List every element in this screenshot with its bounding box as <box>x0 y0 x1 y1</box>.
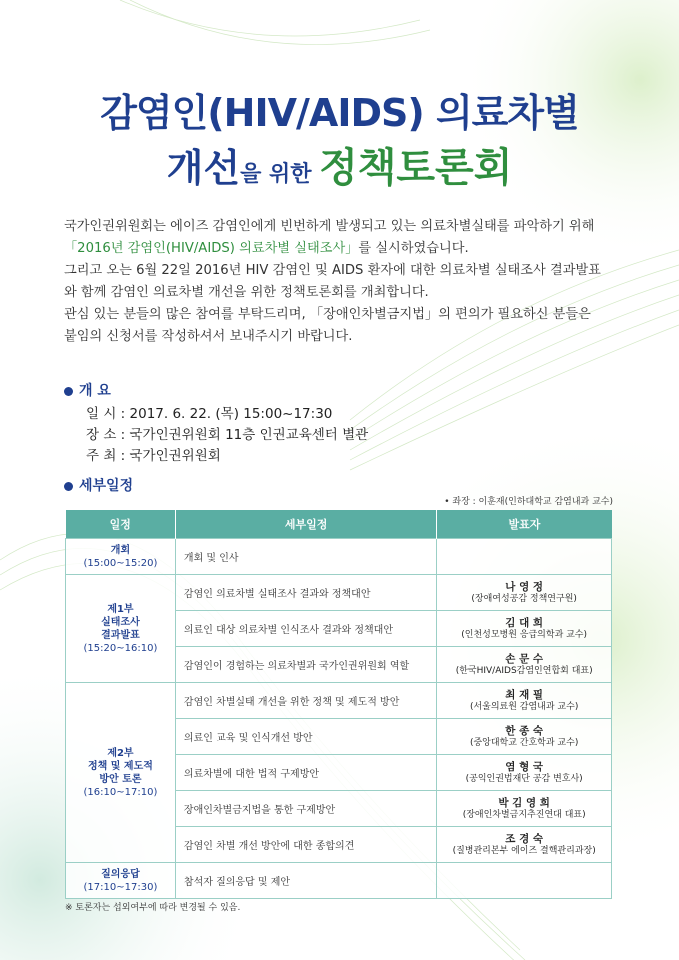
agenda-item: 개회 및 인사 <box>175 539 436 575</box>
overview-heading-label: 개 요 <box>79 383 111 399</box>
speaker-affiliation: (장애인차별금지추진연대 대표) <box>462 809 586 820</box>
agenda-item: 의료인 교육 및 인식개선 방안 <box>175 719 436 755</box>
table-row <box>66 575 612 611</box>
speaker-name: 손 문 수 <box>505 652 544 665</box>
session-name: 실태조사 <box>101 616 140 628</box>
schedule-table <box>65 510 612 899</box>
agenda-item: 감염인 차별실태 개선을 위한 정책 및 제도적 방안 <box>175 683 436 719</box>
session-name: 제2부 <box>107 747 134 759</box>
speaker-affiliation: (인천성모병원 응급의학과 교수) <box>461 629 588 640</box>
speaker-affiliation: (질병관리본부 에이즈 결핵관리과장) <box>452 845 596 856</box>
speaker-affiliation: (공익인권법재단 공감 변호사) <box>465 773 583 784</box>
speaker-cell <box>437 791 612 827</box>
header-detail: 세부일정 <box>175 510 436 539</box>
intro-line: 붙임의 신청서를 작성하셔서 보내주시기 바랍니다. <box>64 329 353 344</box>
survey-title-highlight: 「2016년 감염인(HIV/AIDS) 의료차별 실태조사」 <box>64 241 359 256</box>
session-time: (16:10~17:10) <box>83 786 158 798</box>
speaker-cell <box>437 647 612 683</box>
overview-host <box>86 446 368 467</box>
place-label: 장 소 : <box>86 427 130 443</box>
speaker-name: 염 형 국 <box>505 760 544 773</box>
chair-note: • 좌장 : 이훈재(인하대학교 감염내과 교수) <box>444 497 613 507</box>
session-name: 질의응답 <box>101 868 140 880</box>
table-row <box>66 683 612 719</box>
speaker-name: 나 영 정 <box>505 580 544 593</box>
overview-place <box>86 425 368 446</box>
speaker-affiliation: (한국HIV/AIDS감염인연합회 대표) <box>455 665 593 676</box>
intro-line: 국가인권위원회는 에이즈 감염인에게 빈번하게 발생되고 있는 의료차별실태를 파악하기 위해 <box>64 219 595 234</box>
speaker-cell <box>437 719 612 755</box>
intro-line-rest: 를 실시하였습니다. <box>358 241 469 256</box>
speaker-cell <box>437 575 612 611</box>
title-part-policy-debate: 정책토론회 <box>319 145 513 191</box>
title-part-improvement: 개선 <box>166 146 241 190</box>
session-qa <box>66 863 176 899</box>
intro-line: 와 함께 감염인 의료차별 개선을 위한 정책토론회를 개최합니다. <box>64 285 429 300</box>
agenda-item: 감염인 의료차별 실태조사 결과와 정책대안 <box>175 575 436 611</box>
speaker-affiliation: (장애여성공감 정책연구원) <box>471 593 577 604</box>
session-name: 정책 및 제도적 <box>87 760 153 772</box>
session-time: (15:20~16:10) <box>83 642 158 654</box>
overview-heading <box>64 380 111 400</box>
speaker-name: 조 경 숙 <box>505 832 544 845</box>
speaker-name: 한 종 숙 <box>505 724 544 737</box>
agenda-item: 감염인이 경험하는 의료차별과 국가인권위원회 역할 <box>175 647 436 683</box>
bullet-icon <box>64 482 73 491</box>
speaker-cell <box>437 683 612 719</box>
host-label: 주 최 : <box>86 448 130 464</box>
date-value: 2017. 6. 22. (목) 15:00~17:30 <box>129 406 333 422</box>
schedule-heading <box>64 475 133 495</box>
session-name: 결과발표 <box>101 629 140 641</box>
overview-details <box>86 404 368 467</box>
speaker-cell <box>437 863 612 899</box>
intro-line: 관심 있는 분들의 많은 참여를 부탁드리며, 「장애인차별금지법」의 편의가 필요하신 분들은 <box>64 307 591 322</box>
speaker-cell <box>437 611 612 647</box>
speaker-name: 최 재 필 <box>505 688 544 701</box>
overview-date <box>86 404 368 425</box>
host-value: 국가인권위원회 <box>129 448 221 464</box>
session-opening <box>66 539 176 575</box>
agenda-item: 감염인 차별 개선 방안에 대한 종합의견 <box>175 827 436 863</box>
schedule-heading-label: 세부일정 <box>79 478 134 494</box>
poster-title-line1: 감염인(HIV/AIDS) 의료차별 <box>100 91 579 135</box>
intro-line: 그리고 오는 6월 22일 2016년 HIV 감염인 및 AIDS 환자에 대한 의료차별 실태조사 결과발표 <box>64 263 601 278</box>
table-header-row <box>66 510 612 539</box>
header-speaker: 발표자 <box>437 510 612 539</box>
speaker-cell <box>437 539 612 575</box>
session-time: (15:00~15:20) <box>83 557 158 569</box>
intro-line <box>64 238 624 260</box>
agenda-item: 장애인차별금지법을 통한 구제방안 <box>175 791 436 827</box>
table-row <box>66 539 612 575</box>
poster-title-line2 <box>0 136 679 193</box>
speaker-cell <box>437 827 612 863</box>
agenda-item: 의료차별에 대한 법적 구제방안 <box>175 755 436 791</box>
intro-text <box>64 216 624 348</box>
title-part-for: 을 위한 <box>240 162 320 187</box>
speaker-name: 박 김 영 희 <box>498 796 550 809</box>
agenda-item: 참석자 질의응답 및 제안 <box>175 863 436 899</box>
speaker-affiliation: (중앙대학교 간호학과 교수) <box>469 737 579 748</box>
session-time: (17:10~17:30) <box>83 881 158 893</box>
speaker-affiliation: (서울의료원 감염내과 교수) <box>469 701 579 712</box>
date-label: 일 시 : <box>86 406 130 422</box>
session-name: 제1부 <box>107 603 134 615</box>
footnote: ※ 토론자는 섭외여부에 따라 변경될 수 있음. <box>65 903 241 913</box>
agenda-item: 의료인 대상 의료차별 인식조사 결과와 정책대안 <box>175 611 436 647</box>
session-name: 방안 토론 <box>99 773 142 785</box>
place-value: 국가인권위원회 11층 인권교육센터 별관 <box>129 427 369 443</box>
table-row <box>66 863 612 899</box>
speaker-cell <box>437 755 612 791</box>
bullet-icon <box>64 387 73 396</box>
header-session: 일정 <box>66 510 176 539</box>
session-name: 개회 <box>110 544 131 556</box>
speaker-name: 김 대 희 <box>505 616 544 629</box>
session-part1 <box>66 575 176 683</box>
session-part2 <box>66 683 176 863</box>
